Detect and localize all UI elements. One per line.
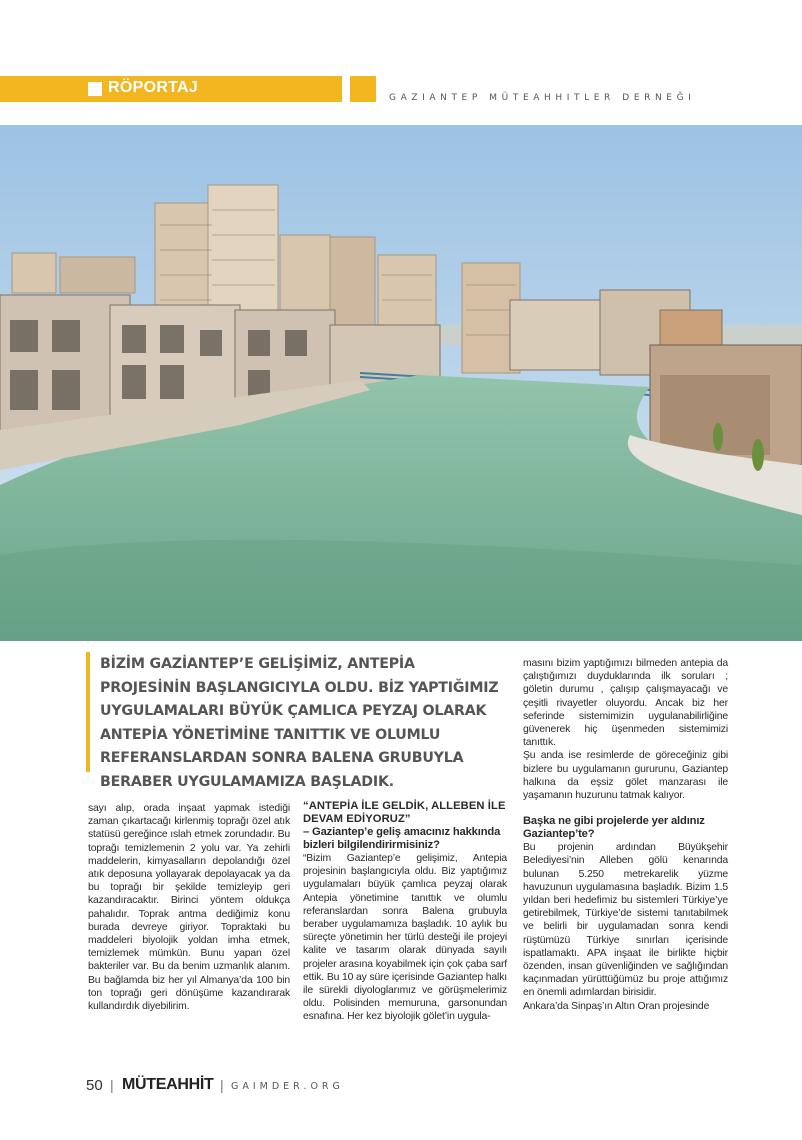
body-paragraph: sayı alıp, orada inşaat yapmak istediği zaman çıkartacağı kirlenmiş toprağı özel atık statüsü gereğince ıslah etmek zorundadır. Bu toprağı temizlemenin 2 yolu var. Ya zehirli maddelerin, kimyasalların depolandığı özel atık deposuna yollayarak depolayacak ya da bu toprağı bir şekilde temizleyip geri kazandıracaktır. Birinci yöntem oldukça pahalıdır. Toprak antma dediğimiz konu burada devreye giriyor. Topraktaki bu maddeleri biyolojik yoldan imha etmek, temizlemek mümkün. Bunu yapan özel bakteriler var. Bu da benim uzmanlık alanım. Bu bağlamda biz her yıl Almanya’da 100 bin ton toprağı geri dönüşüme kazandırarak kullandırdık diyebilirim.	[88, 803, 290, 1013]
body-paragraph: Bu projenin ardından Büyükşehir Belediyesi’nin Alleben gölü kenarında bulunan 5.250 metrekarelik yüzme havuzunun uygulamasına başladık. Bizim 1.5 yıldan beri hedefimiz bu sistemleri Türkiye’ye getirebilmek, Türkiye’de sistemi tanıtabilmek ve belirli bir uygulamadan sonra kendi rüştümüzü Türkiye sınırları içerisinde ispatlamaktı. APA inşaat ile birlikte hiçbir özenden, insan güvenliğinden ve sağlığından kaçınmadan yürüttüğümüz bu proje attığımız en önemli adımlardan birisidir.	[523, 842, 728, 999]
lead-paragraph: BİZİM GAZİANTEP’E GELİŞİMİZ, ANTEPİA PROJESİNİN BAŞLANGICIYLA OLDU. BİZ YAPTIĞIMIZ UYGULAMALARI BÜYÜK ÇAMLICA PEYZAJ OLARAK ANTEPİA YÖNETİMİNE TANITTIK VE OLUMLU REFERANSLARDAN SONRA BALENA GRUBUYLA BERABER UYGULAMAMIZA BAŞLADIK.	[100, 656, 499, 790]
subheading: “ANTEPİA İLE GELDİK, ALLEBEN İLE DEVAM EDİYORUZ”	[303, 800, 506, 825]
footer-separator: |	[220, 1077, 224, 1093]
body-column-1	[88, 802, 290, 1013]
header-accent-block	[350, 76, 376, 102]
lead-accent-rule	[86, 652, 90, 772]
page-number: 50	[86, 1077, 103, 1094]
footer-separator: |	[110, 1077, 114, 1093]
section-title: RÖPORTAJ	[108, 79, 199, 96]
body-paragraph: Şu anda ise resimlerde de göreceğiniz gibi bizlere bu uygulamanın gururunu, Gaziantep halkına da eşsiz gölet manzarası ile yaşamanın huzurunu tatmak kalıyor.	[523, 750, 728, 802]
body-paragraph: “Bizim Gaziantep’e gelişimiz, Antepia projesinin başlangıcıyla oldu. Biz yaptığımız uygulamaları büyük çamlıca peyzaj olarak Antepia yönetimine tanıttık ve olumlu referanslardan sonra Balena grubuyla beraber uygulamamıza başladık. 10 aylık bu süreçte yönetimin her türlü desteği ile projeyi kalite ve tasarım olarak dünyada sayılı projeler arasına koyabilmek için çok çaba sarf ettik. Bu 10 ay süre içerisinde Gaziantep halkı ile sürekli diyologlarımız ve görüşmelerimiz oldu. Polisinden memuruna, garsonundan esnafına. Her kez biyolojik gölet’in uygula-	[303, 853, 507, 1023]
feature-photo	[0, 125, 802, 641]
photo-icon	[0, 125, 802, 641]
body-column-3	[523, 657, 728, 1013]
interview-question: – Gaziantep’e geliş amacınız hakkında bizleri bilgilendirirmisiniz?	[303, 826, 501, 851]
body-paragraph: Ankara’da Sinpaş’ın Altın Oran projesinde	[523, 1000, 710, 1012]
section-square-icon	[88, 82, 102, 96]
body-paragraph: masını bizim yaptığımızı bilmeden antepia da çalıştığımızı duyduklarında ilk soruları ; göletin durumu , çalışıp çalışmayacağı ve çeşitli rivayetler oluyordu. Ancak biz her seferinde sistemimizin uygulanabilirliğine güvenerek hiç üşenmeden sistemimizi tanıttık.	[523, 658, 728, 749]
body-column-2	[303, 800, 507, 1024]
association-name: GAZIANTEP MÜTEAHHITLER DERNEĞI	[389, 93, 696, 103]
magazine-logo: MÜTEAHHİT	[122, 1076, 214, 1093]
interview-question: Başka ne gibi projelerde yer aldınız Gaziantep’te?	[523, 815, 705, 841]
website-link[interactable]: GAIMDER.ORG	[231, 1081, 344, 1092]
